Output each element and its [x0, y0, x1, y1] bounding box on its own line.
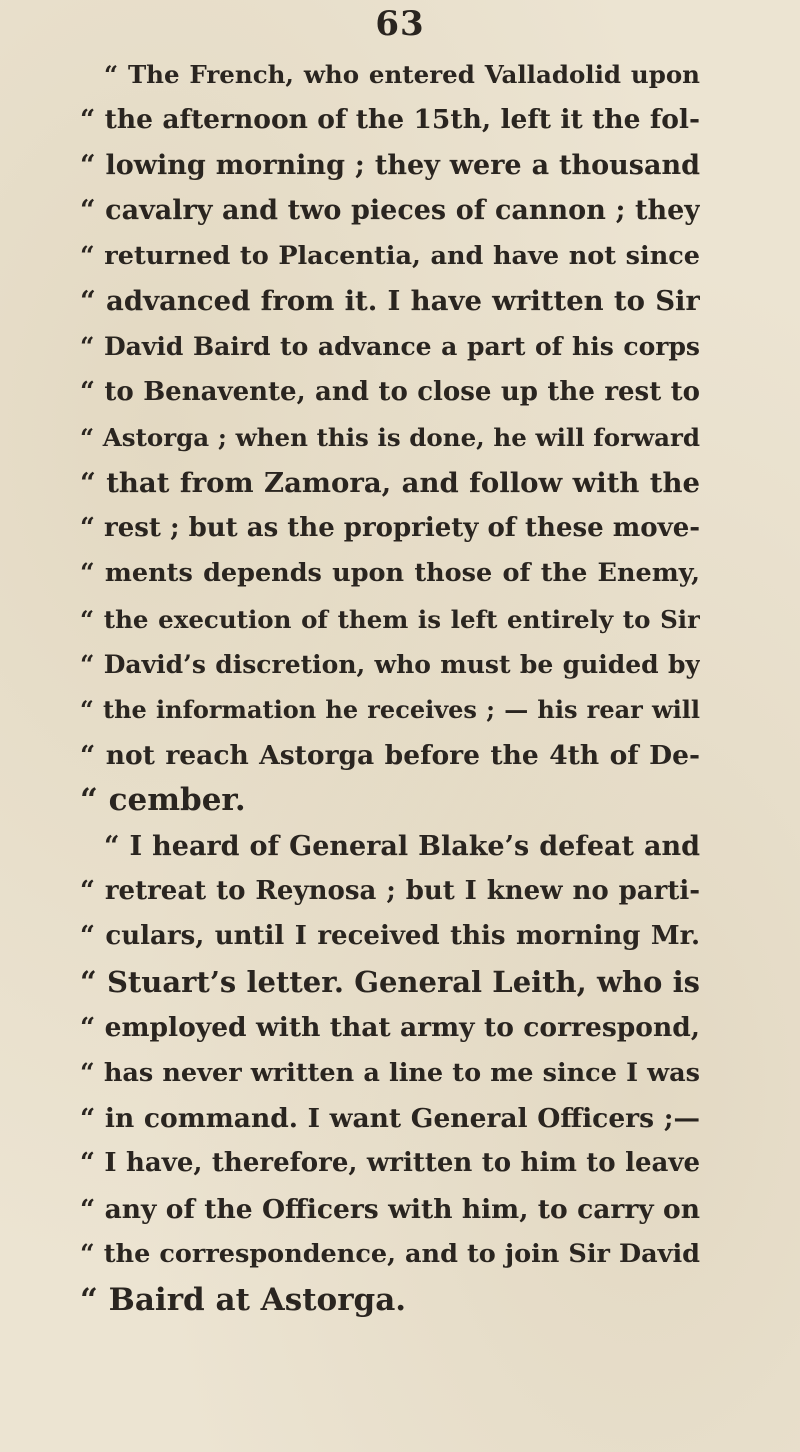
text-line: “ lowing morning ; they were a thousand — [80, 149, 700, 181]
text-line: “ The French, who entered Valladolid upon — [104, 60, 700, 89]
text-line: “ to Benavente, and to close up the rest to — [80, 376, 700, 407]
text-line: “ culars, until I received this morning Mr. — [80, 921, 700, 952]
text-line: “ I have, therefore, written to him to leave — [80, 1148, 700, 1179]
text-line: “ ments depends upon those of the Enemy, — [80, 558, 700, 589]
text-line: “ employed with that army to correspond, — [80, 1012, 700, 1044]
text-line: “ David Baird to advance a part of his corps — [80, 332, 700, 362]
text-line: “ returned to Placentia, and have not since — [80, 240, 700, 271]
text-line: “ the correspondence, and to join Sir David — [80, 1239, 700, 1270]
text-line: “ the information he receives ; — his rear will — [80, 695, 700, 725]
text-line: “ has never written a line to me since I was — [80, 1057, 700, 1088]
text-line: “ the afternoon of the 15th, left it the fol- — [80, 104, 700, 136]
text-line: “ Baird at Astorga. — [80, 1281, 407, 1318]
paragraph-2 — [80, 824, 700, 1323]
text-line: “ advanced from it. I have written to Sir — [80, 284, 700, 317]
text-line: “ the execution of them is left entirely to Sir — [80, 604, 700, 634]
text-line: “ rest ; but as the propriety of these move- — [80, 512, 700, 543]
text-line: “ not reach Astorga before the 4th of De- — [80, 739, 700, 771]
text-line: “ I heard of General Blake’s defeat and — [104, 830, 700, 862]
text-line: “ cavalry and two pieces of cannon ; they — [80, 195, 700, 227]
text-line: “ retreat to Reynosa ; but I knew no parti- — [80, 876, 700, 907]
paragraph-1 — [80, 52, 700, 824]
text-line: “ that from Zamora, and follow with the — [80, 466, 700, 499]
text-line: “ Stuart’s letter. General Leith, who is — [80, 964, 700, 999]
body-text — [80, 52, 700, 1323]
text-line: “ Astorga ; when this is done, he will forward — [80, 423, 700, 453]
text-line: “ David’s discretion, who must be guided by — [80, 650, 700, 680]
text-line: “ in command. I want General Officers ;— — [80, 1102, 700, 1134]
text-line: “ cember. — [80, 782, 246, 819]
text-line: “ any of the Officers with him, to carry on — [80, 1193, 700, 1225]
page-number: 63 — [375, 4, 425, 44]
